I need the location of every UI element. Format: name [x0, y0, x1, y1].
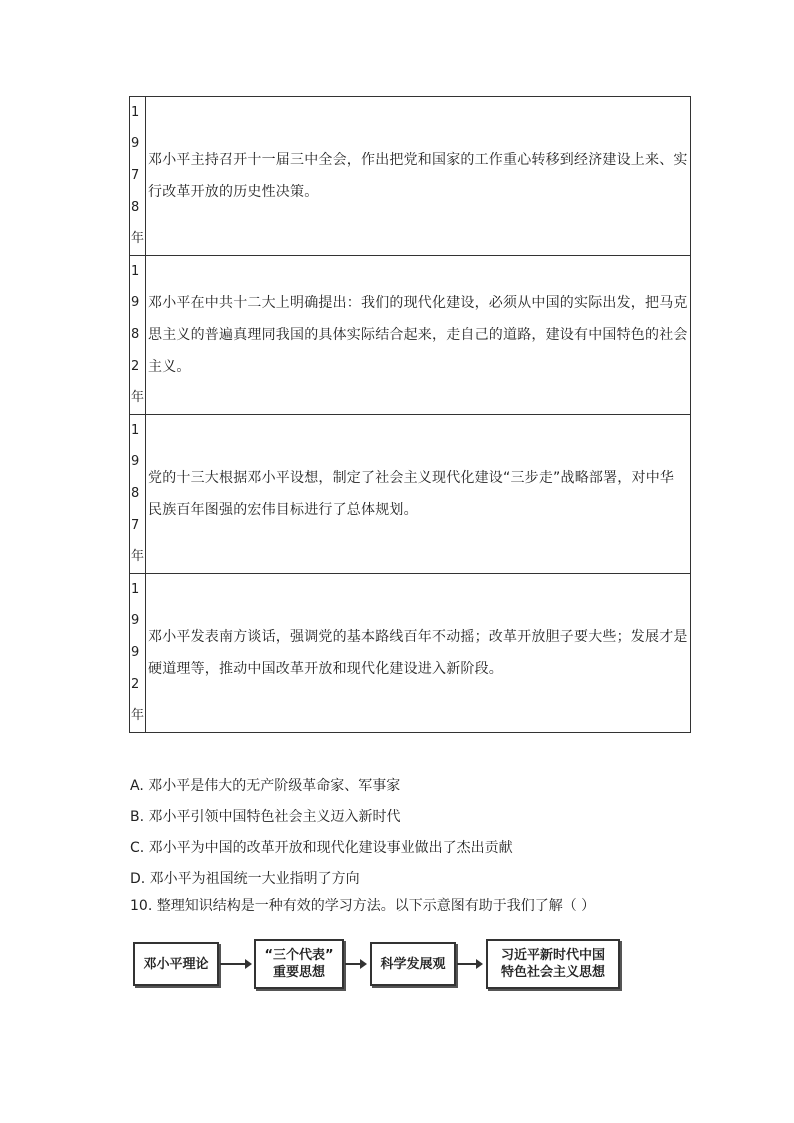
year-char: 1 — [131, 581, 140, 597]
year-cell — [130, 574, 146, 733]
year-char: 1 — [131, 104, 140, 120]
arrow-right-icon — [457, 963, 481, 965]
year-char: 年 — [131, 390, 145, 406]
year-char: 年 — [131, 708, 145, 724]
year-char: 8 — [131, 199, 140, 215]
box-label-line2: 特色社会主义思想 — [500, 965, 605, 980]
timeline-table — [129, 96, 691, 733]
year-char: 9 — [131, 454, 140, 470]
box-xi-thought — [486, 939, 620, 989]
year-char: 7 — [131, 167, 140, 183]
question-10: 10. 整理知识结构是一种有效的学习方法。以下示意图有助于我们了解（ ） — [130, 898, 596, 914]
option-a: A. 邓小平是伟大的无产阶级革命家、军事家 — [130, 778, 401, 794]
year-cell — [130, 256, 146, 415]
year-char: 8 — [131, 326, 140, 342]
box-label-line1: “三个代表” — [264, 948, 334, 963]
table-row — [130, 574, 691, 733]
year-char: 9 — [131, 136, 140, 152]
year-char: 7 — [131, 517, 140, 533]
box-scientific-development — [370, 942, 456, 986]
answer-options — [130, 771, 730, 895]
box-label: 邓小平理论 — [143, 956, 209, 972]
event-text: 邓小平主持召开十一届三中全会，作出把党和国家的工作重心转移到经济建设上来、实行改革开放的历史性决策。 — [148, 152, 688, 200]
year-char: 9 — [131, 295, 140, 311]
option-b: B. 邓小平引领中国特色社会主义迈入新时代 — [130, 809, 401, 825]
year-char: 9 — [131, 613, 140, 629]
event-cell — [146, 256, 691, 415]
knowledge-structure-diagram — [130, 928, 622, 998]
year-char: 9 — [131, 644, 140, 660]
year-cell — [130, 97, 146, 256]
table-row — [130, 415, 691, 574]
year-char: 年 — [131, 549, 145, 565]
event-cell — [146, 574, 691, 733]
year-char: 1 — [131, 263, 140, 279]
table-row — [130, 97, 691, 256]
event-text: 邓小平在中共十二大上明确提出：我们的现代化建设，必须从中国的实际出发，把马克思主义的普遍真理同我国的具体实际结合起来，走自己的道路，建设有中国特色的社会主义。 — [148, 295, 688, 375]
option-c: C. 邓小平为中国的改革开放和现代化建设事业做出了杰出贡献 — [130, 840, 513, 856]
year-cell — [130, 415, 146, 574]
box-label: 科学发展观 — [380, 956, 446, 972]
option-d: D. 邓小平为祖国统一大业指明了方向 — [130, 871, 360, 887]
box-label-line2: 重要思想 — [272, 965, 325, 980]
box-three-represents — [254, 939, 344, 989]
arrow-right-icon — [345, 963, 365, 965]
box-deng-theory — [133, 942, 219, 986]
event-text: 党的十三大根据邓小平设想，制定了社会主义现代化建设“三步走”战略部署，对中华民族百年图强的宏伟目标进行了总体规划。 — [148, 470, 675, 518]
box-label-line1: 习近平新时代中国 — [500, 948, 605, 963]
year-char: 8 — [131, 485, 140, 501]
year-char: 1 — [131, 422, 140, 438]
year-char: 年 — [131, 231, 145, 247]
year-char: 2 — [131, 358, 140, 374]
table-row — [130, 256, 691, 415]
event-text: 邓小平发表南方谈话，强调党的基本路线百年不动摇；改革开放胆子要大些；发展才是硬道理等，推动中国改革开放和现代化建设进入新阶段。 — [148, 629, 688, 677]
arrow-right-icon — [220, 963, 250, 965]
event-cell — [146, 415, 691, 574]
event-cell — [146, 97, 691, 256]
year-char: 2 — [131, 676, 140, 692]
